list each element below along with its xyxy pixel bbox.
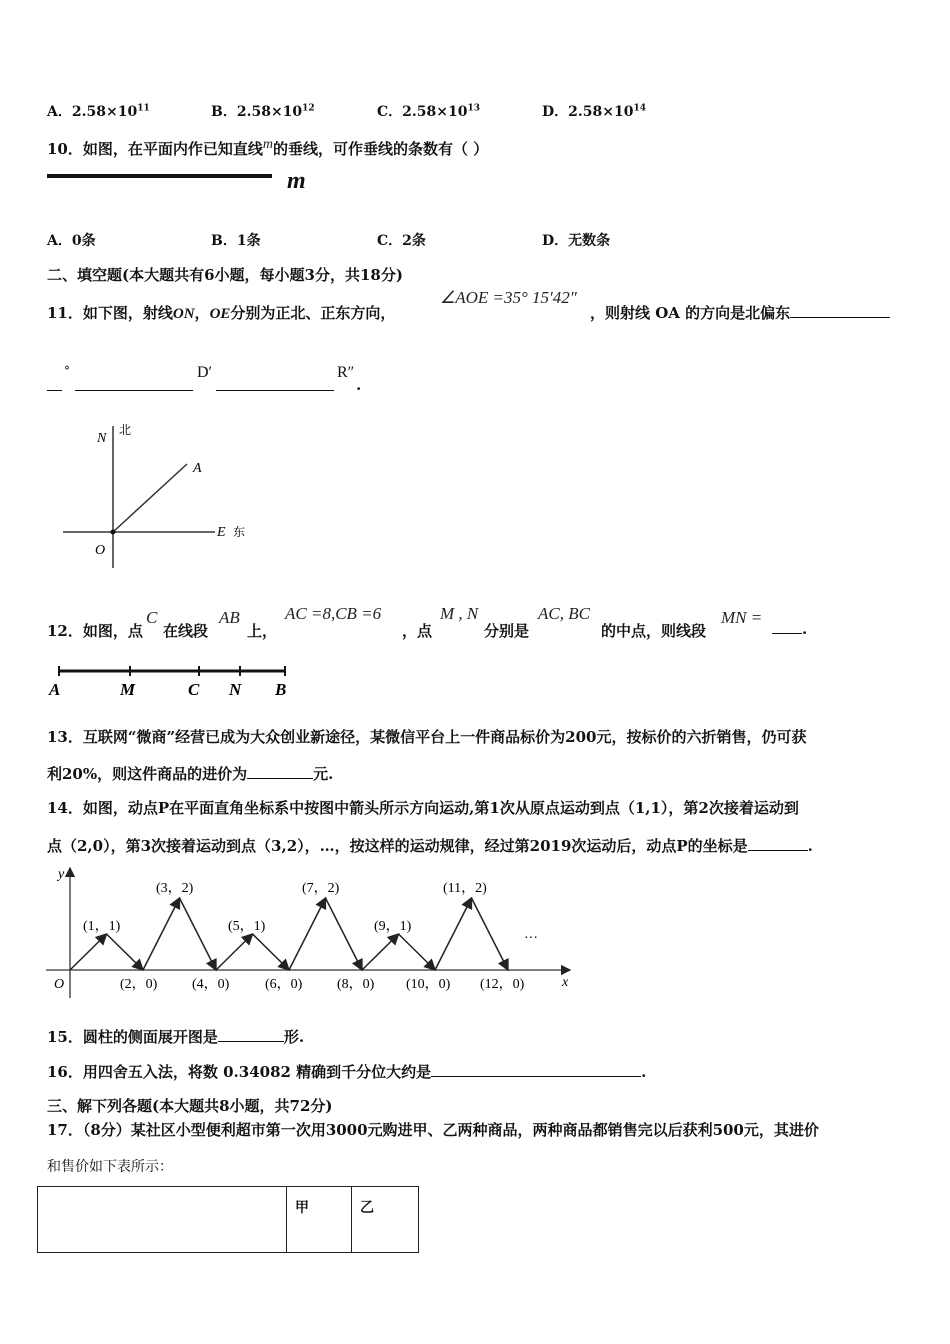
path-segment xyxy=(289,898,326,970)
q17-price-table xyxy=(37,1186,419,1253)
q12-answer: . xyxy=(772,620,807,638)
q10-text: 10．如图，在平面内作已知直线$^m$的垂线，可作垂线的条数有（ ） xyxy=(47,137,489,158)
section-3-heading: 三、解下列各题(本大题共8小题，共72分) xyxy=(47,1097,333,1115)
label-north: 北 xyxy=(119,423,132,437)
q14-line-1: 14．如图，动点P在平面直角坐标系中按图中箭头所示方向运动,第1次从原点运动到点（1,1），第2次接着运动到 xyxy=(47,799,799,817)
section-2-heading: 二、填空题(本大题共有6小题，每小题3分，共18分) xyxy=(47,266,403,284)
label-o: O xyxy=(95,543,106,558)
q10-line-label: m xyxy=(287,168,306,194)
continuation-dots: ··· xyxy=(524,931,538,946)
q11-compass-figure xyxy=(55,418,265,578)
q10-option-a: A．0条 xyxy=(47,233,96,249)
q12-text-e: 分别是 xyxy=(484,622,530,640)
peak-label-4: (7，2) xyxy=(302,881,340,896)
axis-label-y: y xyxy=(58,867,65,882)
q13-line-1: 13．互联网“微商”经营已成为大众创业新途径，某微信平台上一件商品标价为200元，按标价的六折销售，仍可获 xyxy=(47,728,807,746)
q14-line-2: 点（2,0），第3次接着运动到点（3,2），…，按这样的运动规律，经过第2019次运动后，动点P的坐标是 . xyxy=(47,837,813,855)
q10-option-b: B．1条 xyxy=(211,233,261,249)
path-segment xyxy=(362,934,399,970)
q12-text-f: 的中点，则线段 xyxy=(601,622,707,640)
path-segment xyxy=(253,934,290,970)
seg-label-m: M xyxy=(120,680,136,699)
q11-degree-mark: ° xyxy=(64,364,70,378)
seg-label-c: C xyxy=(188,680,200,699)
path-segment xyxy=(216,934,253,970)
q12-formula: AC =8,CB =6 xyxy=(285,604,382,623)
q12-segs-ac-bc: AC, BC xyxy=(538,604,590,623)
axis-label-x: x xyxy=(562,975,569,990)
q14-zigzag-figure xyxy=(40,862,580,1002)
q10-line-m xyxy=(47,174,272,178)
base-label-2: (4，0) xyxy=(192,977,230,992)
path-segment xyxy=(472,898,509,970)
label-n: N xyxy=(97,431,107,446)
label-e: E xyxy=(217,525,226,540)
seg-label-a: A xyxy=(49,680,61,699)
label-a: A xyxy=(193,461,202,476)
base-label-3: (6，0) xyxy=(265,977,303,992)
path-segment xyxy=(435,898,472,970)
path-segment xyxy=(326,898,363,970)
peak-label-3: (5，1) xyxy=(228,919,266,934)
q10-option-d: D．无数条 xyxy=(542,233,611,249)
path-segment xyxy=(180,898,217,970)
q17-line-1: 17．（8分）某社区小型便利超市第一次用3000元购进甲、乙两种商品，两种商品都销售完以后获利500元，其进价 xyxy=(47,1121,819,1139)
q16-text: 16．用四舍五入法，将数 0.34082 精确到千分位大约是 . xyxy=(47,1063,647,1081)
q12-seg-ab: AB xyxy=(219,608,240,627)
base-label-5: (10，0) xyxy=(406,977,451,992)
q12-points-mn: M , N xyxy=(440,604,479,623)
q12-text-b: 在线段 xyxy=(163,622,209,640)
q12-mn-eq: MN = xyxy=(721,608,763,627)
seg-label-n: N xyxy=(229,680,242,699)
peak-label-2: (3，2) xyxy=(156,881,194,896)
seg-label-b: B xyxy=(275,680,287,699)
q11-formula: ∠AOE =35° 15′42″ xyxy=(440,288,577,307)
path-segment xyxy=(143,898,180,970)
q11-suffix: ，则射线 OA 的方向是北偏东 xyxy=(590,302,890,323)
path-segment xyxy=(70,934,107,970)
q9-option-d: D．$2.58\times 10^{14}$ xyxy=(542,103,646,120)
base-label-1: (2，0) xyxy=(120,977,158,992)
q10-option-c: C．2条 xyxy=(377,233,426,249)
label-east: 东 xyxy=(233,525,246,539)
q13-line-2: 利20%，则这件商品的进价为 元. xyxy=(47,765,334,783)
peak-label-1: (1，1) xyxy=(83,919,121,934)
q11-period: . xyxy=(356,376,362,394)
origin-label: O xyxy=(54,977,65,992)
q12-point-c: C xyxy=(146,608,158,627)
path-segment xyxy=(107,934,144,970)
table-header-jia: 甲 xyxy=(287,1187,352,1253)
q12-segment-figure xyxy=(45,662,295,700)
peak-label-5: (9，1) xyxy=(374,919,412,934)
base-label-6: (12，0) xyxy=(480,977,525,992)
q17-line-2: 和售价如下表所示： xyxy=(47,1159,173,1175)
q11-text: 11．如下图，射线ON，OE分别为正北、正东方向， xyxy=(47,304,396,322)
table-header-blank xyxy=(38,1187,287,1253)
table-header-yi: 乙 xyxy=(352,1187,419,1253)
peak-label-6: (11，2) xyxy=(443,881,487,896)
q12-text-d: ，点 xyxy=(402,622,433,640)
base-label-4: (8，0) xyxy=(337,977,375,992)
table-row xyxy=(38,1187,419,1253)
q12-text-c: 上， xyxy=(247,622,278,640)
path-segment xyxy=(399,934,436,970)
q15-text: 15．圆柱的侧面展开图是 形. xyxy=(47,1028,305,1046)
q9-option-a: A．$2.58\times 10^{11}$ xyxy=(47,103,150,120)
q12-text-a: 12．如图，点 xyxy=(47,622,143,640)
q9-option-b: B．$2.58\times 10^{12}$ xyxy=(211,103,315,120)
q11-second-mark: R″ xyxy=(337,364,355,381)
q9-option-c: C．$2.58\times 10^{13}$ xyxy=(377,103,480,120)
q11-minute-mark: D′ xyxy=(197,364,213,381)
